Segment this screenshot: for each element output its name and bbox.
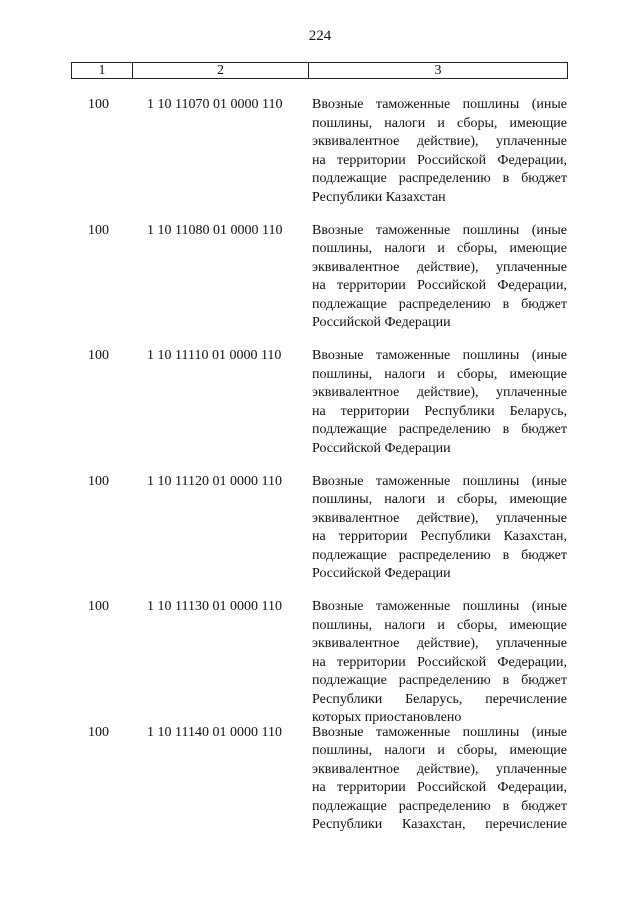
table-row bbox=[0, 598, 640, 724]
description-line: подлежащие распределению в бюджет bbox=[312, 798, 567, 814]
income-description bbox=[312, 724, 567, 835]
description-line: Ввозные таможенные пошлины (иные bbox=[312, 97, 567, 112]
table-row bbox=[0, 222, 640, 348]
admin-code: 100 bbox=[88, 473, 109, 489]
description-line: пошлины, налоги и сборы, имеющие bbox=[312, 617, 567, 633]
admin-code: 100 bbox=[88, 97, 109, 112]
budget-classification-code: 1 10 11110 01 0000 110 bbox=[147, 348, 282, 363]
description-line: пошлины, налоги и сборы, имеющие bbox=[312, 241, 567, 256]
description-line: пошлины, налоги и сборы, имеющие bbox=[312, 492, 567, 507]
description-line: эквивалентное действие), уплаченные bbox=[312, 761, 567, 777]
description-line: подлежащие распределению в бюджет bbox=[312, 171, 567, 186]
description-line: Российской Федерации bbox=[312, 566, 451, 581]
description-line: подлежащие распределению в бюджет bbox=[312, 422, 567, 437]
description-line: подлежащие распределению в бюджет bbox=[312, 547, 567, 563]
header-cell-1: 1 bbox=[72, 63, 133, 78]
admin-code: 100 bbox=[88, 599, 109, 614]
admin-code: 100 bbox=[88, 222, 109, 238]
description-line: Российской Федерации bbox=[312, 315, 451, 330]
description-line: Республики Казахстан bbox=[312, 189, 446, 205]
description-line: на территории Российской Федерации, bbox=[312, 780, 567, 795]
description-line: эквивалентное действие), уплаченные bbox=[312, 134, 567, 149]
description-line: на территории Российской Федерации, bbox=[312, 152, 567, 168]
description-line: пошлины, налоги и сборы, имеющие bbox=[312, 743, 567, 758]
income-description bbox=[312, 96, 567, 207]
description-line: которых приостановлено bbox=[312, 710, 462, 725]
income-description bbox=[312, 347, 567, 458]
description-line: эквивалентное действие), уплаченные bbox=[312, 510, 567, 526]
description-line: эквивалентное действие), уплаченные bbox=[312, 385, 567, 400]
admin-code: 100 bbox=[88, 348, 109, 363]
table-body bbox=[0, 96, 640, 849]
description-line: пошлины, налоги и сборы, имеющие bbox=[312, 115, 567, 131]
budget-classification-code: 1 10 11070 01 0000 110 bbox=[147, 97, 283, 112]
description-line: на территории Российской Федерации, bbox=[312, 654, 567, 670]
budget-classification-code: 1 10 11080 01 0000 110 bbox=[147, 222, 283, 238]
description-line: Ввозные таможенные пошлины (иные bbox=[312, 473, 567, 489]
table-row bbox=[0, 96, 640, 222]
description-line: эквивалентное действие), уплаченные bbox=[312, 259, 567, 275]
description-line: эквивалентное действие), уплаченные bbox=[312, 636, 567, 651]
description-line: Ввозные таможенные пошлины (иные bbox=[312, 222, 567, 238]
description-line: Республики Казахстан, перечисление bbox=[312, 817, 567, 832]
budget-classification-code: 1 10 11120 01 0000 110 bbox=[147, 473, 282, 489]
description-line: подлежащие распределению в бюджет bbox=[312, 673, 567, 688]
header-cell-2: 2 bbox=[133, 63, 309, 78]
income-description bbox=[312, 598, 567, 728]
table-header bbox=[71, 62, 568, 79]
table-row bbox=[0, 473, 640, 599]
budget-classification-code: 1 10 11130 01 0000 110 bbox=[147, 599, 282, 614]
description-line: Республики Беларусь, перечисление bbox=[312, 691, 567, 707]
header-cell-3: 3 bbox=[434, 63, 442, 78]
income-description bbox=[312, 222, 567, 333]
table-row bbox=[0, 724, 640, 850]
description-line: на территории Республики Беларусь, bbox=[312, 403, 567, 419]
description-line: Российской Федерации bbox=[312, 440, 451, 456]
budget-classification-code: 1 10 11140 01 0000 110 bbox=[147, 724, 282, 740]
description-line: Ввозные таможенные пошлины (иные bbox=[312, 724, 567, 740]
admin-code: 100 bbox=[88, 724, 109, 740]
table-row bbox=[0, 347, 640, 473]
page-number: 224 bbox=[308, 28, 332, 44]
description-line: Ввозные таможенные пошлины (иные bbox=[312, 348, 567, 363]
description-line: Ввозные таможенные пошлины (иные bbox=[312, 599, 567, 614]
description-line: на территории Республики Казахстан, bbox=[312, 529, 567, 544]
income-description bbox=[312, 473, 567, 584]
description-line: подлежащие распределению в бюджет bbox=[312, 296, 567, 312]
description-line: пошлины, налоги и сборы, имеющие bbox=[312, 366, 567, 382]
description-line: на территории Российской Федерации, bbox=[312, 278, 567, 293]
